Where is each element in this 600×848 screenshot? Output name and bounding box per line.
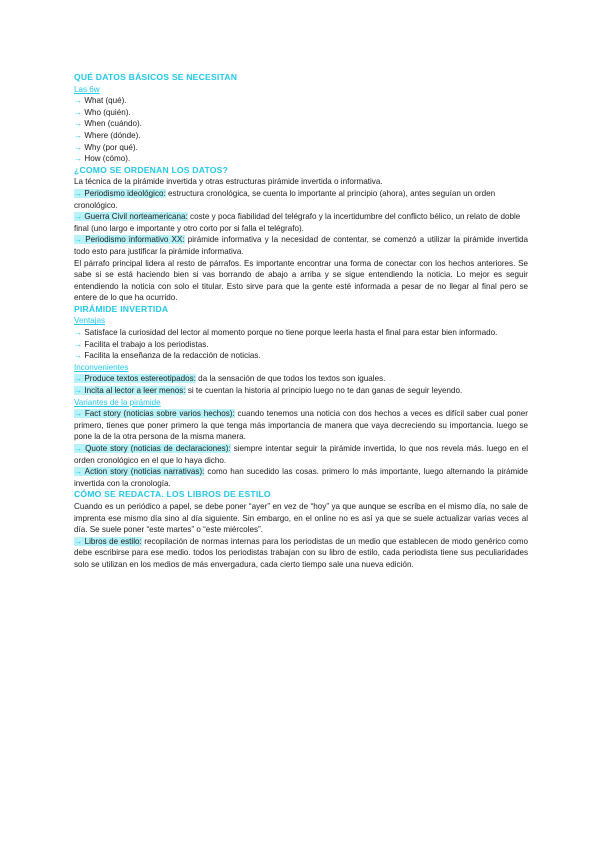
list-item: → What (qué). xyxy=(74,96,127,106)
arrow-icon: → xyxy=(74,107,83,117)
arrow-icon: → xyxy=(74,119,83,129)
bullet-fact-story: → Fact story (noticias sobre varios hechos): cuando tenemos una noticia con dos hechos a veces es difícil saber cual poner primero, tienes que poner primero la que tenga más importancia de manera que vaya decreciendo su importancia. luego se pone la de la otra persona de la misma manera. xyxy=(74,409,529,442)
arrow-icon: → xyxy=(74,386,83,396)
highlighted-term: → Quote story (noticias de declaraciones): xyxy=(74,444,231,453)
highlighted-term: → Action story (noticias narrativas): xyxy=(74,467,205,477)
bullet-libros-de-estilo: → Libros de estilo: recopilación de normas internas para los periodistas de un medio que establecen de modo genérico como debe escribirse para ese medio. todos los periodistas trabajan con su libro de estilo, cada periodista tiene sus peculiaridades solo se utilizan en los medios de más envergadura, cada cierto tiempo sale una nueva edición. xyxy=(74,536,529,569)
highlighted-term: → Guerra Civil norteamericana: xyxy=(74,212,188,222)
arrow-icon: → xyxy=(74,154,83,164)
arrow-icon: → xyxy=(74,339,83,349)
bullet-quote-story: → Quote story (noticias de declaraciones): siempre intentar seguir la pirámide invertida, lo que nos revela más. luego en el orden cronológico en el que lo haya dicho. xyxy=(74,444,529,465)
list-item: → How (cómo). xyxy=(74,154,131,164)
paragraph-periodico-papel: Cuando es un periódico a papel, se debe poner “ayer” en vez de “hoy” ya que aunque se escriba en el mismo día, no sale de imprenta ese mismo día sino al día siguiente. Sin embargo, en el online no es así ya que se suele actualizar varias veces al día. Se suele poner “este martes” o “este miércoles”. xyxy=(74,501,528,535)
arrow-icon: → xyxy=(74,467,83,477)
bullet-ventaja-3: → Facilita la enseñanza de la redacción de noticias. xyxy=(74,351,261,361)
highlighted-term: → Produce textos estereotipados: xyxy=(74,374,196,384)
section-heading-piramide-invertida: PIRÁMIDE INVERTIDA xyxy=(74,303,169,314)
highlighted-term: → Periodismo ideológico: xyxy=(74,188,166,198)
arrow-icon: → xyxy=(74,96,83,106)
arrow-icon: → xyxy=(74,374,83,384)
arrow-icon: → xyxy=(74,444,83,453)
paragraph-parrafo-principal: El párrafo principal lidera al resto de párrafos. Es importante encontrar una forma de conectar con los hechos anteriores. Se sabe si se está haciendo bien si vas borrando de abajo a arriba y se sigue entendiendo la noticia. Lo mejor es seguir entendiendo la noticia con solo el titular. Esto sirve para que la gente esté informada a pesar de no llegar al final pero se entere de lo que ha ocurrido. xyxy=(74,258,528,303)
subheading-6w: Las 6w xyxy=(74,84,100,94)
arrow-icon: → xyxy=(74,235,83,245)
bullet-action-story: → Action story (noticias narrativas): como han sucedido las cosas. primero lo más importante, luego alternando la pirámide invertida con la cronología. xyxy=(74,467,528,488)
highlighted-term: → Libros de estilo: xyxy=(74,536,142,546)
arrow-icon: → xyxy=(74,212,83,222)
highlighted-term: → Fact story (noticias sobre varios hechos): xyxy=(74,409,235,419)
intro-text: La técnica de la pirámide invertida y otras estructuras pirámide invertida o informativa. xyxy=(74,177,383,187)
list-item: → Who (quién). xyxy=(74,107,131,117)
arrow-icon: → xyxy=(74,188,83,198)
bullet-ventaja-1: → Satisface la curiosidad del lector al momento porque no tiene porque leerla hasta el final para estar bien informado. xyxy=(74,328,498,338)
bullet-inconveniente-1: → Produce textos estereotipados: da la sensación de que todos los textos son iguales. xyxy=(74,374,386,384)
list-item: → Why (por qué). xyxy=(74,142,138,152)
section-heading-datos-basicos: QUÉ DATOS BÁSICOS SE NECESITAN xyxy=(74,72,238,82)
bullet-periodismo-ideologico: → Periodismo ideológico: estructura cronológica, se cuenta lo importante al principio (ahora), antes seguían un orden cronológico. xyxy=(74,188,496,210)
arrow-icon: → xyxy=(74,328,83,338)
highlighted-term: → Incita al lector a leer menos: xyxy=(74,386,186,396)
arrow-icon: → xyxy=(74,130,83,140)
bullet-ventaja-2: → Facilita el trabajo a los periodistas. xyxy=(74,339,209,349)
bullet-guerra-civil: → Guerra Civil norteamericana: coste y poca fiabilidad del telégrafo y la incertidumbre del conflicto bélico, un relato de doble final (uno largo e importante y otro corto por si falla el telégrafo). xyxy=(74,212,521,233)
section-heading-libros-estilo: CÓMO SE REDACTA. LOS LIBROS DE ESTILO xyxy=(74,489,271,500)
bullet-inconveniente-2: → Incita al lector a leer menos: si te cuentan la historia al principio luego no te dan ganas de seguir leyendo. xyxy=(74,386,463,396)
list-item: → Where (dónde). xyxy=(74,130,141,140)
arrow-icon: → xyxy=(74,536,83,546)
list-item: → When (cuándo). xyxy=(74,119,142,129)
list-6w xyxy=(74,95,528,165)
subheading-variantes: Variantes de la pirámide xyxy=(74,397,161,407)
subheading-ventajas: Ventajas xyxy=(74,316,106,326)
highlighted-term: → Periodismo informativo XX: xyxy=(74,235,185,245)
arrow-icon: → xyxy=(74,351,83,361)
arrow-icon: → xyxy=(74,409,83,419)
section-heading-ordenan-datos: ¿COMO SE ORDENAN LOS DATOS? xyxy=(74,164,229,175)
bullet-periodismo-informativo: → Periodismo informativo XX: pirámide informativa y la necesidad de contentar, se comenzó a utilizar la pirámide invertida todo esto para justificar la pirámide informativa. xyxy=(74,235,528,256)
arrow-icon: → xyxy=(74,142,83,152)
subheading-inconvenientes: Inconvenientes xyxy=(74,362,129,372)
